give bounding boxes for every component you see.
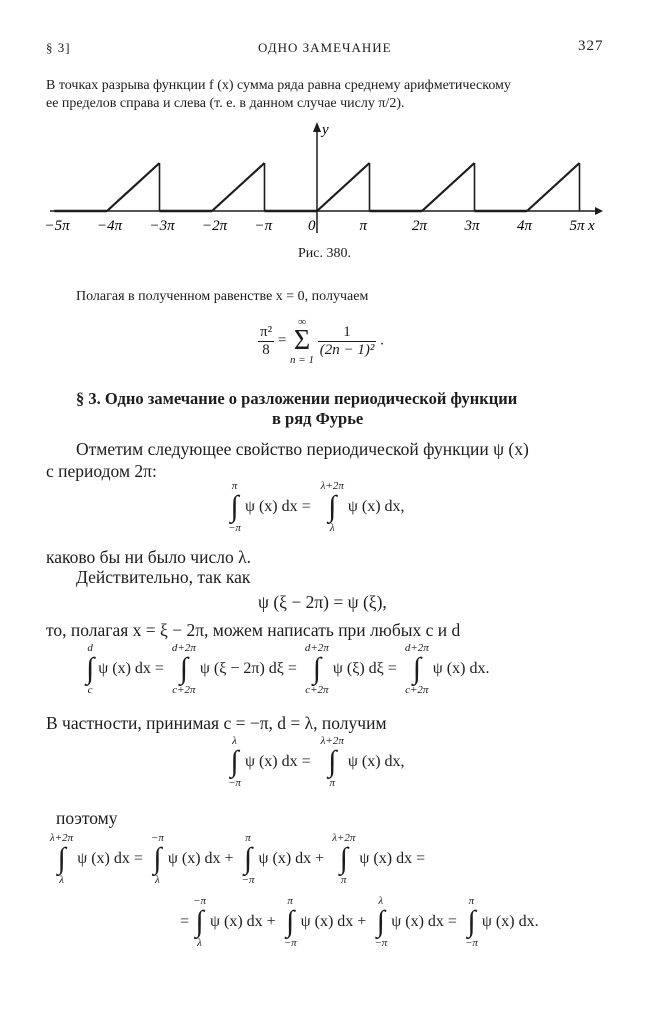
a-integrand: ψ (x) dx + <box>209 913 276 930</box>
page-number: 327 <box>578 38 604 54</box>
lead-equals: = <box>180 913 190 930</box>
intro-line-2: ее пределов справа и слева (т. е. в данном случае числу π/2). <box>46 96 405 111</box>
b-lower-limit: λ <box>154 874 160 886</box>
b-integral-sign: ∫ <box>153 842 162 875</box>
y-axis-label: y <box>322 122 329 138</box>
tick-label: −4π <box>97 218 123 234</box>
sawtooth-figure <box>40 118 610 243</box>
rhs-integrand: ψ (x) dx, <box>347 498 405 515</box>
d-lower-limit: π <box>341 874 347 886</box>
rhs-denominator: (2n − 1)² <box>319 341 375 358</box>
tick-label: −π <box>254 218 273 234</box>
t1-integral-sign: ∫ <box>86 652 95 685</box>
tick-label: 3π <box>464 218 480 234</box>
c-upper-limit: λ <box>378 895 384 907</box>
t1-integrand: ψ (x) dx = <box>98 660 164 677</box>
running-header-section: § 3] <box>46 40 71 55</box>
t4-lower-limit: c+2π <box>405 684 429 696</box>
equation-shift-integrals <box>86 642 489 696</box>
b-integrand: ψ (x) dx + <box>167 850 234 867</box>
sawtooth-ramp-3 <box>212 163 265 211</box>
a-integral-sign: ∫ <box>195 905 204 938</box>
figure-caption: Рис. 380. <box>298 246 351 261</box>
t3-lower-limit: c+2π <box>305 684 329 696</box>
integral-sign-rhs: λ+2π ∫ λ <box>320 480 344 534</box>
text-in-particular: В частности, принимая c = −π, d = λ, получим <box>46 713 387 733</box>
rhs-lower-limit: π <box>329 777 335 789</box>
t2-upper-limit: d+2π <box>171 642 196 654</box>
d-upper-limit: λ+2π <box>332 832 356 844</box>
section-title-line-2: в ряд Фурье <box>272 409 364 428</box>
rhs-numerator: 1 <box>318 324 377 342</box>
x-axis-label: x <box>588 218 595 234</box>
lhs-lower-limit: −π <box>228 522 241 534</box>
lhs-integral-sign: ∫ <box>230 745 239 778</box>
c-integral-sign: ∫ <box>376 905 385 938</box>
lhs-integrand: ψ (x) dx = <box>244 753 311 770</box>
equation-period-integral <box>228 480 405 534</box>
intro-line-1: В точках разрыва функции f (x) сумма ряда равна среднему арифметическому <box>46 78 511 93</box>
t4-integral-sign: ∫ <box>412 652 421 685</box>
b-lower-limit: −π <box>283 937 297 949</box>
d-integral-sign: ∫ <box>339 842 348 875</box>
t1-lower-limit: c <box>87 684 93 696</box>
tick-label: −3π <box>149 218 175 234</box>
equation-particular-case <box>228 735 405 789</box>
tick-label: −2π <box>202 218 228 234</box>
lhs-lower-limit: −π <box>228 777 241 789</box>
text-substitution: то, полагая x = ξ − 2π, можем написать при любых c и d <box>46 620 461 640</box>
c-integrand: ψ (x) dx = <box>391 913 457 930</box>
text-therefore: поэтому <box>56 808 118 828</box>
lhs-upper-limit: π <box>231 480 238 492</box>
t3-integral-sign: ∫ <box>312 652 321 685</box>
lhs-upper-limit: λ <box>232 735 237 747</box>
section-title-line-1: § 3. Одно замечание о разложении периодической функции <box>76 389 518 408</box>
a-upper-limit: −π <box>193 895 206 907</box>
tick-label: π <box>359 218 368 234</box>
lhs-fraction <box>258 324 274 359</box>
sawtooth-ramp-9 <box>527 163 580 211</box>
lhs-denominator: 8 <box>262 341 270 358</box>
t4-integrand: ψ (x) dx. <box>432 660 490 677</box>
t1-upper-limit: d <box>87 642 93 654</box>
a-lower-limit: λ <box>197 937 202 949</box>
d-integral-sign: ∫ <box>467 905 476 938</box>
d-lower-limit: −π <box>464 937 478 949</box>
tick-label: 2π <box>412 218 428 234</box>
t2-integrand: ψ (ξ − 2π) dξ = <box>199 660 297 677</box>
sawtooth-ramp-1 <box>107 163 160 211</box>
integral-sign-lhs: π ∫ −π <box>228 480 241 534</box>
b-integrand: ψ (x) dx + <box>300 913 367 930</box>
a-integral-sign: ∫ <box>57 842 66 875</box>
rhs-fraction <box>318 324 377 359</box>
d-integrand: ψ (x) dx. <box>481 913 539 930</box>
t4-upper-limit: d+2π <box>404 642 429 654</box>
t3-upper-limit: d+2π <box>304 642 329 654</box>
sum-operator: ∞ Σ n = 1 <box>290 316 314 366</box>
lhs-numerator: π² <box>260 323 273 340</box>
rhs-upper-limit: λ+2π <box>320 480 344 492</box>
rhs-integral-sign: ∫ <box>328 745 337 778</box>
equation-pi-squared-over-8 <box>258 316 384 366</box>
para-line-2: с периодом 2π: <box>46 461 157 481</box>
tick-label: 0 <box>308 218 316 234</box>
tick-label: 5π <box>569 218 585 234</box>
tick-label: 4π <box>517 218 533 234</box>
text-any-lambda: каково бы ни было число λ. <box>46 547 251 567</box>
t2-lower-limit: c+2π <box>172 684 196 696</box>
c-upper-limit: π <box>245 832 251 844</box>
a-lower-limit: λ <box>59 874 64 886</box>
c-integral-sign: ∫ <box>243 842 253 875</box>
para-line-1: Отметим следующее свойство периодической функции ψ (x) <box>76 439 529 459</box>
lhs-integrand: ψ (x) dx = <box>244 498 311 515</box>
y-axis-arrow-icon <box>313 122 321 132</box>
c-integrand: ψ (x) dx + <box>258 850 325 867</box>
equation-final-result <box>180 895 539 949</box>
d-upper-limit: π <box>468 895 475 907</box>
b-upper-limit: π <box>287 895 293 907</box>
x-axis-arrow-icon <box>595 207 603 215</box>
rhs-integrand: ψ (x) dx, <box>347 753 405 770</box>
sum-lower-limit: n = 1 <box>290 354 314 366</box>
a-upper-limit: λ+2π <box>50 832 74 844</box>
text-indeed: Действительно, так как <box>76 567 251 587</box>
text-setting-x-zero: Полагая в полученном равенстве x = 0, получаем <box>76 289 369 304</box>
b-upper-limit: −π <box>150 832 164 844</box>
c-lower-limit: −π <box>374 937 388 949</box>
running-header-title: ОДНО ЗАМЕЧАНИЕ <box>258 40 392 55</box>
tick-label: −5π <box>44 218 70 234</box>
t2-integral-sign: ∫ <box>179 652 188 685</box>
period: . <box>380 332 384 349</box>
equation-split-integral <box>50 832 425 886</box>
rhs-upper-limit: λ+2π <box>320 735 344 747</box>
equation-periodicity: ψ (ξ − 2π) = ψ (ξ), <box>258 592 387 612</box>
t3-integrand: ψ (ξ) dξ = <box>332 660 397 677</box>
sum-upper-limit: ∞ <box>298 316 306 328</box>
d-integrand: ψ (x) dx = <box>359 850 426 867</box>
b-integral-sign: ∫ <box>286 905 295 938</box>
sawtooth-ramp-5 <box>317 163 370 211</box>
c-lower-limit: −π <box>241 874 255 886</box>
a-integrand: ψ (x) dx = <box>77 850 143 867</box>
equals-sign: = <box>277 332 287 349</box>
sawtooth-ramp-7 <box>422 163 475 211</box>
rhs-lower-limit: λ <box>329 522 335 534</box>
x-tick-labels <box>45 218 586 234</box>
